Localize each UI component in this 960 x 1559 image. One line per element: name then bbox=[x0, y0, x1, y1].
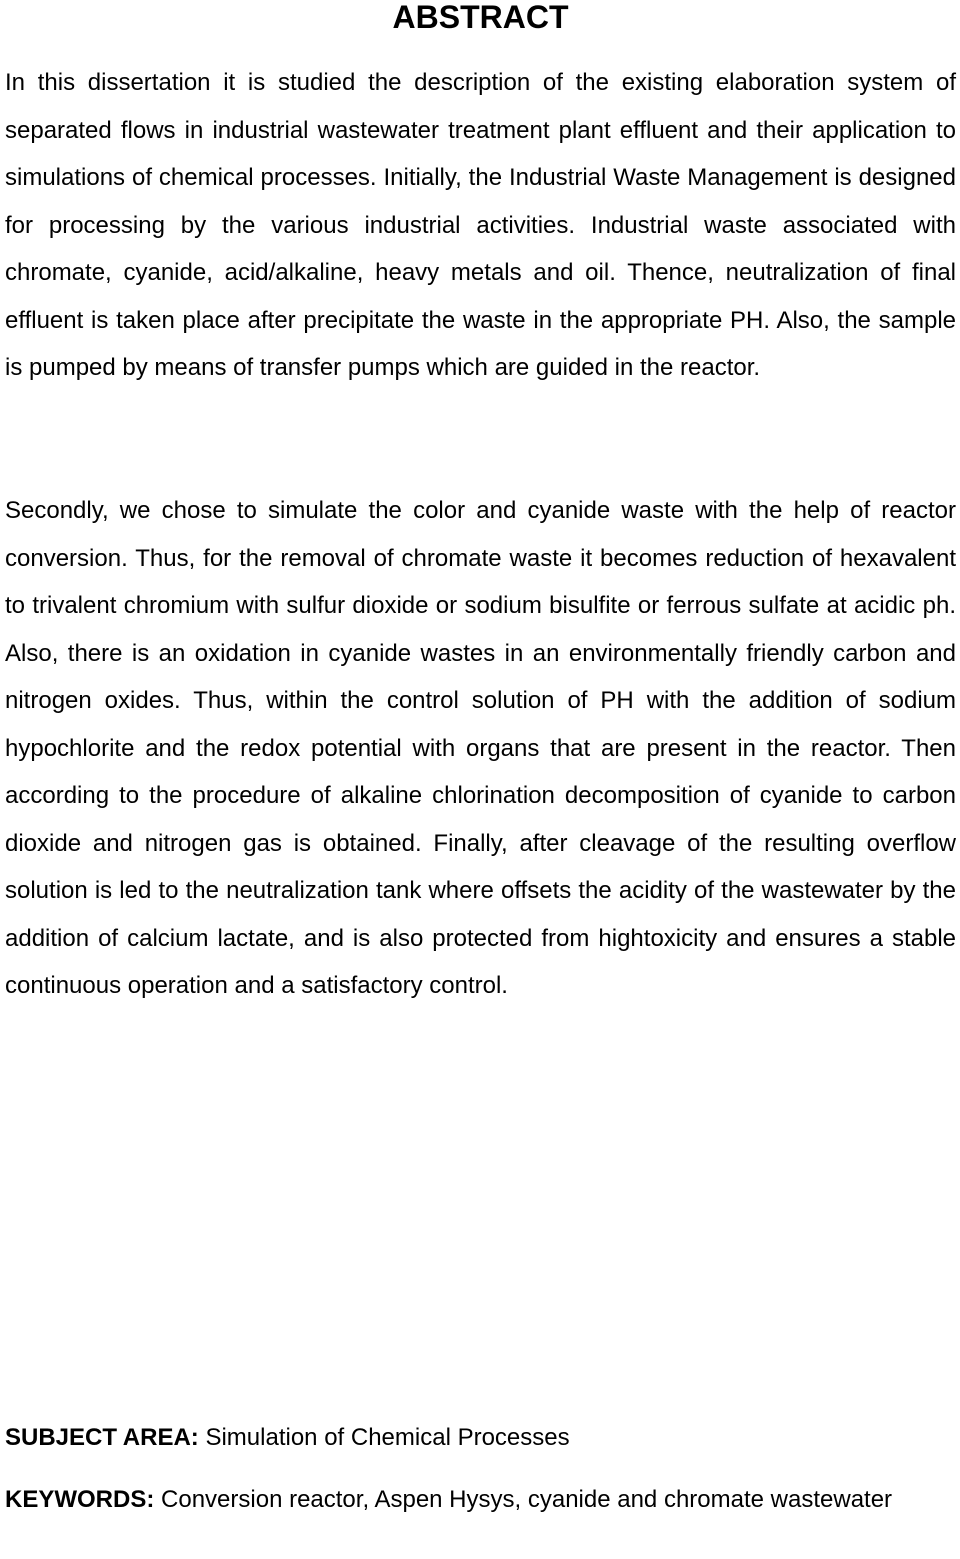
keywords-value: Conversion reactor, Aspen Hysys, cyanide and chromate wastewater bbox=[161, 1486, 893, 1513]
subject-area-line bbox=[5, 1414, 956, 1462]
subject-area-label: SUBJECT AREA: bbox=[5, 1424, 199, 1451]
page-title: ABSTRACT bbox=[392, 0, 569, 35]
abstract-paragraph-1: In this dissertation it is studied the description of the existing elaboration system of separated flows in industrial wastewater treatment plant effluent and their application to simulations of chemical processes. Initially, the Industrial Waste Management is designed for processing by the various industrial activities. Industrial waste associated with chromate, cyanide, acid/alkaline, heavy metals and oil. Thence, neutralization of final effluent is taken place after precipitate the waste in the appropriate PH. Also, the sample is pumped by means of transfer pumps which are guided in the reactor. bbox=[5, 69, 956, 381]
abstract-paragraph-2: Secondly, we chose to simulate the color and cyanide waste with the help of reactor conversion. Thus, for the removal of chromate waste it becomes reduction of hexavalent to trivalent chromium with sulfur dioxide or sodium bisulfite or ferrous sulfate at acidic ph. Also, there is an oxidation in cyanide wastes in an environmentally friendly carbon and nitrogen oxides. Thus, within the control solution of PH with the addition of sodium hypochlorite and the redox potential with organs that are present in the reactor. Then according to the procedure of alkaline chlorination decomposition of cyanide to carbon dioxide and nitrogen gas is obtained. Finally, after cleavage of the resulting overflow solution is led to the neutralization tank where offsets the acidity of the wastewater by the addition of calcium lactate, and is also protected from hightoxicity and ensures a stable continuous operation and a satisfactory control. bbox=[5, 497, 956, 999]
keywords-line bbox=[5, 1476, 956, 1524]
subject-area-value: Simulation of Chemical Processes bbox=[205, 1424, 570, 1451]
keywords-label: KEYWORDS: bbox=[5, 1486, 155, 1513]
